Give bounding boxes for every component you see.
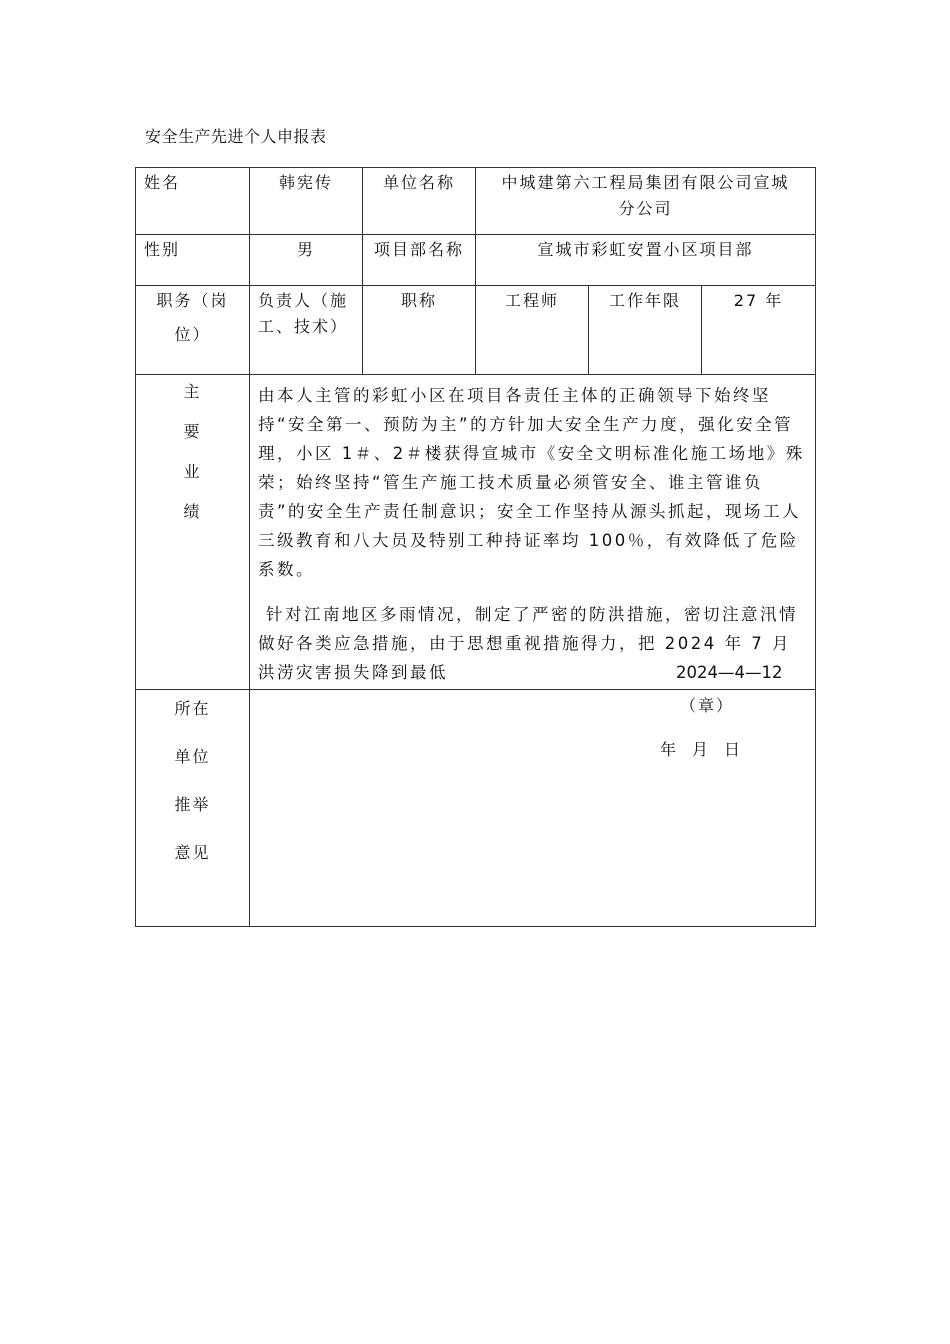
achievements-label-char: 主 <box>183 382 202 401</box>
recommendation-label-line: 所在 <box>174 699 211 718</box>
title-label: 职称 <box>363 286 476 375</box>
signature-date: 年 月 日 <box>660 740 741 759</box>
dept-label: 项目部名称 <box>363 235 476 286</box>
recommendation-label-line: 意见 <box>174 843 211 862</box>
application-form-table <box>135 167 816 927</box>
achievements-date: 2024—4—12 <box>676 663 783 682</box>
achievements-label-char: 业 <box>183 462 202 481</box>
unit-value-line1: 中城建第六工程局集团有限公司宣城 <box>501 173 790 192</box>
name-label: 姓名 <box>136 168 250 235</box>
achievements-paragraph-2-text: 针对江南地区多雨情况，制定了严密的防洪措施，密切注意汛情做好各类应急措施，由于思想重视措施得力，把 2024 年 7 月洪涝灾害损失降到最低 <box>258 605 798 682</box>
achievements-paragraph-2 <box>258 600 807 687</box>
achievements-label <box>136 375 250 690</box>
recommendation-label-line: 推举 <box>174 795 211 814</box>
achievements-label-char: 绩 <box>183 502 202 521</box>
position-value <box>250 286 363 375</box>
seal-label: （章） <box>680 696 735 715</box>
name-value: 韩宪传 <box>250 168 363 235</box>
gender-value: 男 <box>250 235 363 286</box>
unit-value <box>476 168 816 235</box>
years-label: 工作年限 <box>589 286 702 375</box>
recommendation-label-line: 单位 <box>174 747 211 766</box>
unit-label: 单位名称 <box>363 168 476 235</box>
position-label-line1: 职务（岗 <box>156 291 229 310</box>
title-value: 工程师 <box>476 286 589 375</box>
achievements-label-char: 要 <box>183 422 202 441</box>
position-value-line1: 负责人（施 <box>258 291 349 310</box>
position-label-line2: 位） <box>174 325 211 344</box>
years-value: 27 年 <box>702 286 816 375</box>
position-value-line2: 工、技术） <box>258 317 349 336</box>
recommendation-label <box>136 690 250 927</box>
dept-value: 宣城市彩虹安置小区项目部 <box>476 235 816 286</box>
unit-value-line2: 分公司 <box>618 199 673 218</box>
achievements-content <box>250 375 816 690</box>
position-label <box>136 286 250 375</box>
gender-label: 性别 <box>136 235 250 286</box>
achievements-paragraph-1: 由本人主管的彩虹小区在项目各责任主体的正确领导下始终坚持“安全第一、预防为主”的方针加大安全生产力度，强化安全管理，小区 1＃、2＃楼获得宣城市《安全文明标准化施工场地》殊荣；始终坚持“管生产施工技术质量必须管安全、谁主管谁负责”的安全生产责任制意识；安全工作坚持从源头抓起，现场工人三级教育和八大员及特别工种持证率均 100％，有效降低了危险系数。 <box>258 386 805 579</box>
recommendation-content <box>250 690 816 927</box>
form-title: 安全生产先进个人申报表 <box>145 127 327 146</box>
